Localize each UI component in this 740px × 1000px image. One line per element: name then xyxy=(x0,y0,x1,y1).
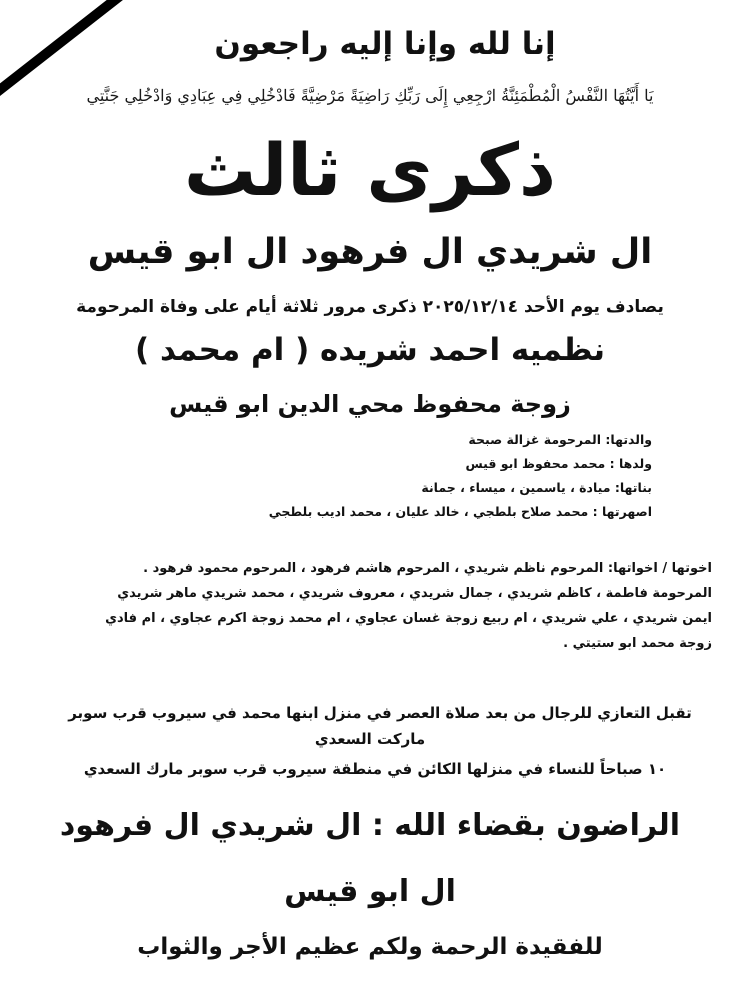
husband-line: زوجة محفوظ محي الدين ابو قيس xyxy=(169,390,571,418)
relative-daughters: بناتها: ميادة ، ياسمين ، ميساء ، جمانة xyxy=(421,480,652,495)
closing-prayer: للفقيدة الرحمة ولكم عظيم الأجر والثواب xyxy=(137,934,603,960)
condolence-men-continued: ماركت السعدي xyxy=(314,730,426,748)
siblings-list xyxy=(28,556,712,656)
relative-sons-in-law: اصهرتها : محمد صلاح بلطجي ، خالد عليان ، محمد اديب بلطجي xyxy=(268,504,652,519)
relative-mother: والدتها: المرحومة غزالة صبحة xyxy=(468,432,652,447)
deceased-name: نظميه احمد شريده ( ام محمد ) xyxy=(134,332,605,368)
siblings-line: زوجة محمد ابو ستيتي . xyxy=(563,636,712,651)
mourners-line: الراضون بقضاء الله : ال شريدي ال فرهود xyxy=(59,808,681,843)
remembrance-title: ذكرى ثالث xyxy=(184,128,556,212)
date-line: يصادف يوم الأحد ٢٠٢٥/١٢/١٤ ذكرى مرور ثلاثة أيام على وفاة المرحومة xyxy=(76,297,664,317)
family-name: ال شريدي ال فرهود ال ابو قيس xyxy=(87,232,653,272)
relative-son: ولدها : محمد محفوظ ابو قيس xyxy=(465,456,652,471)
siblings-line: اخوتها / اخواتها: المرحوم ناظم شريدي ، المرحوم هاشم فرهود ، المرحوم محمود فرهود . xyxy=(143,561,712,576)
quran-verse: يَا أَيَّتُهَا النَّفْسُ الْمُطْمَئِنَّةُ ارْجِعِي إِلَى رَبِّكِ رَاضِيَةً مَرْضِيَّةً فَادْخُلِي فِي عِبَادِي وَادْخُلِي جَنَّتِي xyxy=(86,86,654,105)
siblings-line: المرحومة فاطمة ، كاظم شريدي ، جمال شريدي ، معروف شريدي ، محمد شريدي ماهر شريدي xyxy=(117,586,712,601)
condolence-men: تقبل التعازي للرجال من بعد صلاة العصر في منزل ابنها محمد في سيروب قرب سوبر xyxy=(68,704,692,722)
quran-phrase-title: إنا لله وإنا إليه راجعون xyxy=(214,26,556,62)
relatives-list xyxy=(212,428,652,524)
condolence-women: ١٠ صباحاً للنساء في منزلها الكائن في منطقة سيروب قرب سوبر مارك السعدي xyxy=(83,760,667,778)
mourners-family-continued: ال ابو قيس xyxy=(284,874,456,909)
siblings-line: ايمن شريدي ، علي شريدي ، ام ربيع زوجة غسان عجاوي ، ام محمد زوجة اكرم عجاوي ، ام فادي xyxy=(105,611,712,626)
